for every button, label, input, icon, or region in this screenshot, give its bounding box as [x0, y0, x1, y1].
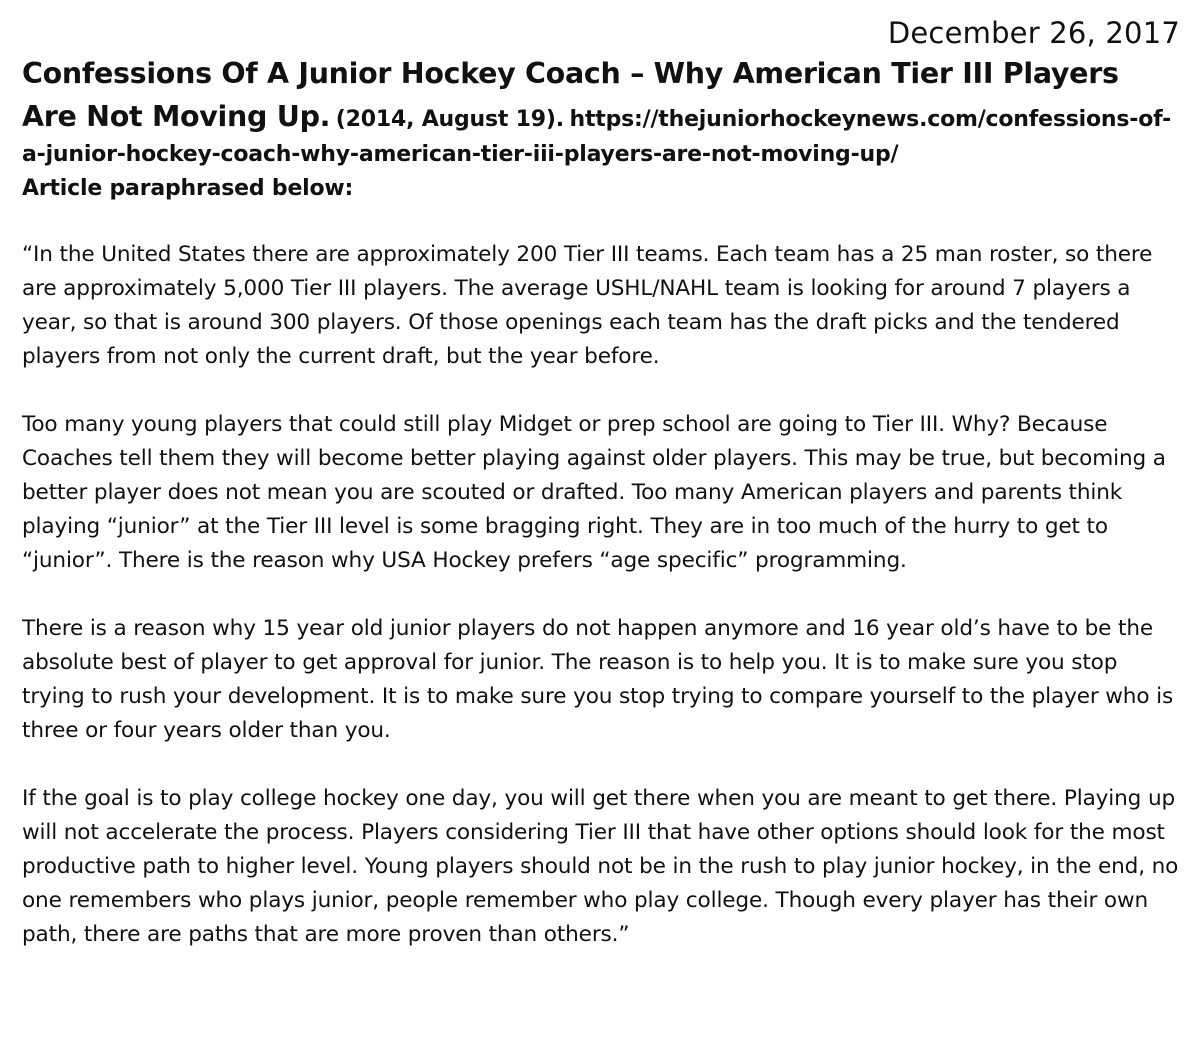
- paragraph-1: “In the United States there are approximately 200 Tier III teams. Each team has a 25 man roster, so there are approximately 5,000 Tier III players. The average USHL/NAHL team is looking for around 7 players a year, so that is around 300 players. Of those openings each team has the draft picks and the tendered players from not only the current draft, but the year before.: [22, 242, 1153, 369]
- citation-title: Confessions Of A Junior Hockey Coach – Why American Tier III Players Are Not Moving Up.: [22, 57, 1119, 133]
- document-page: [22, 14, 1182, 986]
- paragraph-4: If the goal is to play college hockey one day, you will get there when you are meant to get there. Playing up will not accelerate the process. Players considering Tier III that have other options should look for the most productive path to higher level. Young players should not be in the rush to play junior hockey, in the end, no one remembers who plays junior, people remember who play college. Though every player has their own path, there are paths that are more proven than others.”: [22, 786, 1179, 947]
- citation-date: (2014, August 19).: [335, 107, 564, 132]
- document-date: December 26, 2017: [887, 16, 1180, 50]
- citation-url: https://thejuniorhockeynews.com/confessions-of-a-junior-hockey-coach-why-american-tier-iii-players-are-not-moving-up/: [22, 107, 1172, 167]
- paragraph-2: Too many young players that could still play Midget or prep school are going to Tier III. Why? Because Coaches tell them they will become better playing against older players. This may be true, but becoming a better player does not mean you are scouted or drafted. Too many American players and parents think playing “junior” at the Tier III level is some bragging right. They are in too much of the hurry to get to “junior”. There is the reason why USA Hockey prefers “age specific” programming.: [22, 412, 1166, 573]
- paragraph-3: There is a reason why 15 year old junior players do not happen anymore and 16 year old’s have to be the absolute best of player to get approval for junior. The reason is to help you. It is to make sure you stop trying to rush your development. It is to make sure you stop trying to compare yourself to the player who is three or four years older than you.: [22, 616, 1174, 743]
- citation: [22, 52, 1182, 172]
- intro-label: Article paraphrased below:: [22, 176, 354, 201]
